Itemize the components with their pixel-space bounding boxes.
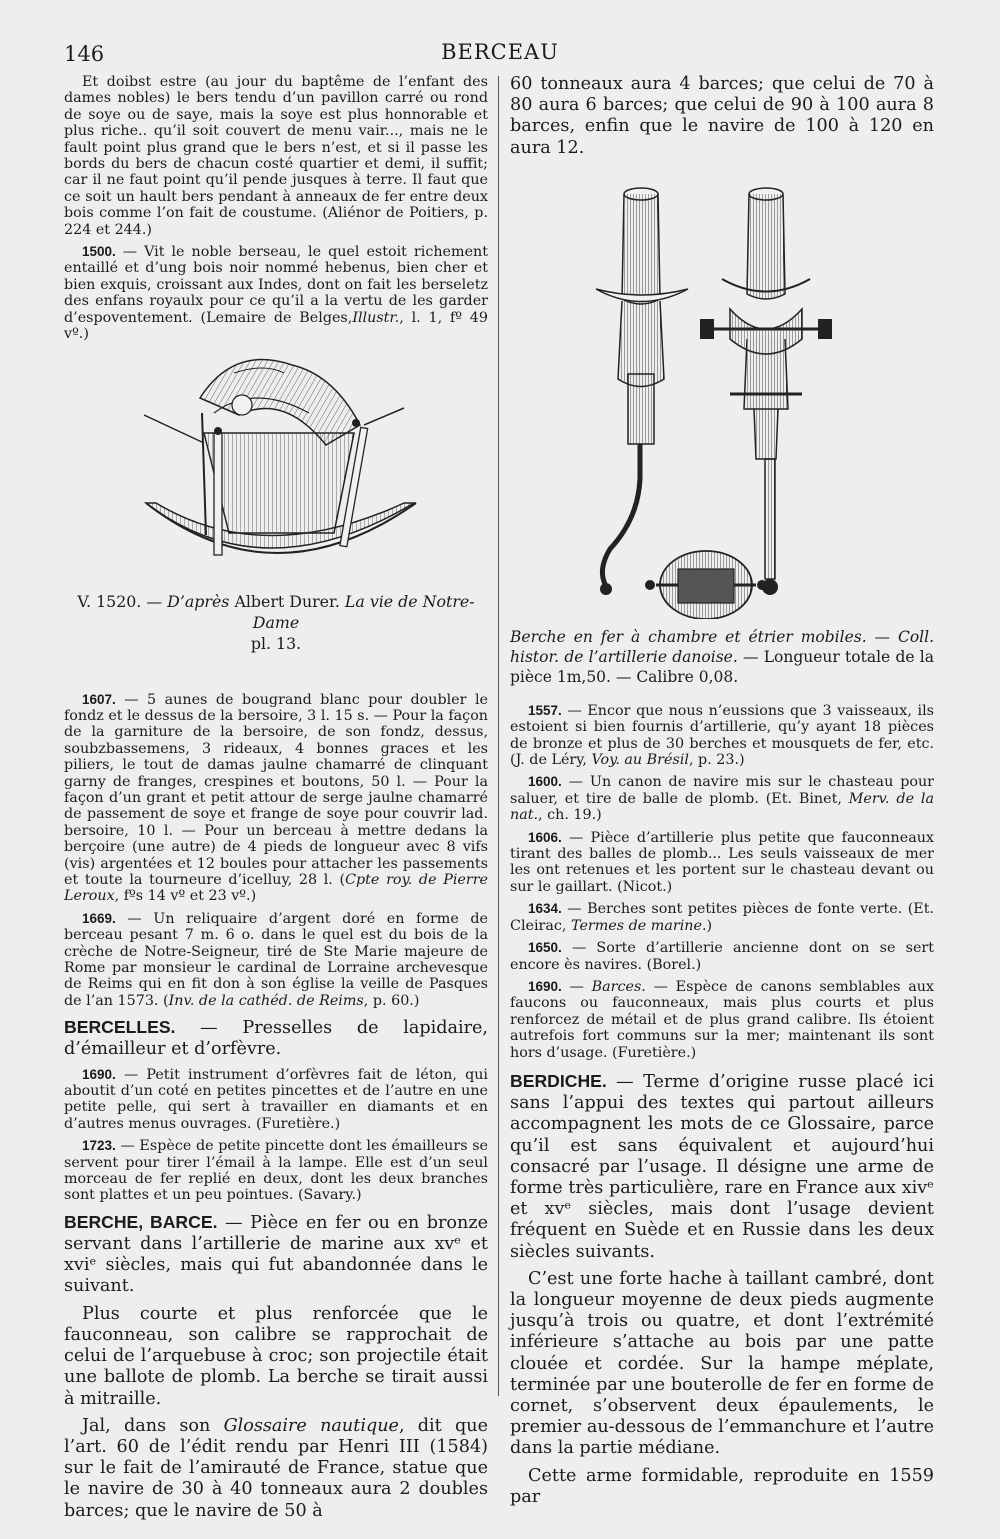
- entry-text: — Vit le noble berseau, le quel estoit richement entaillé et d’ung bois noir nommé hebenus, bien cher et bien exquis, croissant aux Indes, dont on fait les berseletz des enfans royaulx pour ce qu’il a la vertu de les garder d’espoventement. (Lemaire de Belges,: [64, 244, 488, 326]
- cradle-engraving: [64, 353, 488, 585]
- entry-1634: 1634. — Berches sont petites pièces de fonte verte. (Et. Cleirac, Termes de marine.): [510, 901, 935, 934]
- running-header: [0, 38, 1000, 68]
- entry-citation: Illustr.: [352, 309, 400, 326]
- running-title: BERCEAU: [441, 40, 559, 64]
- entry-1690-bercelles: 1690. — Petit instrument d’orfèvres fait de léton, qui aboutit d’un coté en petites pincettes et de l’autre en une petite pelle, qui sert à travailler en diamants et en d’autres menus ouvrages. (Furetière.): [64, 1066, 488, 1132]
- entry-1606: 1606. — Pièce d’artillerie plus petite que fauconneaux tirant des balles de plomb... Les seuls vaisseaux de mer les ont retenues et les portent sur le chasteau devant ou sur le gaillart. (Nicot.): [510, 829, 934, 895]
- entry-1723: 1723. — Espèce de petite pincette dont les émailleurs se servent pour tirer l’émail à la lampe. Elle est d’un seul morceau de fer replié en deux, dont les deux branches sont plattes et un peu pointues. (Savary.): [64, 1138, 489, 1204]
- left-column: [64, 74, 488, 1528]
- berche-continuation: 60 tonneaux aura 4 barces; que celui de 70 à 80 aura 6 barces; que celui de 90 à 100 aura 8 barces, enfin que le navire de 100 à 120 en aura 12.: [510, 74, 934, 158]
- berche-cannon-engraving: [510, 179, 934, 619]
- berdiche-paragraph-2: C’est une forte hache à taillant cambré, dont la longueur moyenne de deux pieds augmente jusqu’à trois ou quatre, et dont l’extrémité inférieure s’attache au bois par une patte clouée et cordée. Sur la hampe méplate, terminée par une bouterolle de fer en forme de cornet, s’observent deux épaulements, le premier au-dessous de l’emmanchure et l’autre dans la partie médiane.: [510, 1268, 934, 1459]
- entry-1669: 1669. — Un reliquaire d’argent doré en forme de berceau pesant 7 m. 6 o. dans le quel est du bois de la crèche de Notre-Seigneur, tiré de Ste Marie majeure de Rome par monsieur le cardinal de Lorraine archevesque de Reims qui en fit don à son église la veille de Pasques de l’an 1573. (Inv. de la cathéd. de Reims, p. 60.): [64, 910, 488, 1009]
- entry-year: 1607.: [82, 691, 116, 707]
- entry-year: 1669.: [82, 910, 116, 926]
- berche-paragraph-2: Plus courte et plus renforcée que le fauconneau, son calibre se rapprochait de celui de l’arquebuse à croc; son projectile était une ballote de plomb. La berche se tirait aussi à mitraille.: [64, 1303, 488, 1409]
- entry-year: 1500.: [82, 244, 116, 260]
- quote-alienor: Et doibst estre (au jour du baptême de l’enfant des dames nobles) le bers tendu d’un pavillon carré ou rond de soye ou de saye, mais la soye est plus honnorable et plus riche.. qu’il soit couvert de menu vair..., mais ne le fault point plus grand que le bers n’est, et si il passe les bords du bers de chacun costé quartier et demi, il suffit; car il ne faut point qu’il pende jusques à terre. Il faut que ce soit un hault bers pendant à anneaux de fer entre deux bois comme l’on fait de coustume. (Aliénor de Poitiers, p. 224 et 244.): [64, 74, 488, 238]
- page-number: 146: [64, 42, 105, 66]
- entry-1557: 1557. — Encor que nous n’eussions que 3 vaisseaux, ils estoient si bien fournis d’artillerie, qu’y ayant 18 pièces de bronze et plus de 30 berches et mousquets de fer, etc. (J. de Léry, Voy. au Brésil, p. 23.): [510, 702, 934, 769]
- berdiche-paragraph-3: Cette arme formidable, reproduite en 1559 par: [510, 1465, 934, 1507]
- headword-bercelles: BERCELLES. — Presselles de lapidaire, d’émailleur et d’orfèvre.: [64, 1017, 488, 1060]
- entry-text: , l. 1, fº 49 vº.): [64, 309, 488, 343]
- berche-paragraph-3: Jal, dans son Glossaire nautique, dit que l’art. 60 de l’édit rendu par Henri III (1584) sur le fait de l’amirauté de France, statue que le navire de 30 à 40 tonneaux aura 2 doubles barces; que le navire de 50 à: [64, 1415, 489, 1521]
- headword-berdiche: BERDICHE. — Terme d’origine russe placé ici sans l’appui des textes qui partout ailleurs accompagnent les mots de ce Glossaire, parce qu’il est sans équivalent et aujourd’hui consacré par l’usage. Il désigne une arme de forme très particulière, rare en France aux xivᵉ et xvᵉ siècles, mais dont l’usage devient fréquent en Suède et en Russie dans les deux siècles suivants.: [510, 1070, 934, 1262]
- entry-1690-barces: 1690. — Barces. — Espèce de canons semblables aux faucons ou fauconneaux, mais plus courts et plus renforcez de métail et de plus grand calibre. Ils étoient autrefois fort communs sur la mer; maintenant ils sont hors d’usage. (Furetière.): [510, 978, 934, 1061]
- figure-caption-berche: Berche en fer à chambre et étrier mobiles. — Coll. histor. de l’artillerie danoise. — Longueur totale de la pièce 1m,50. — Calibre 0,08.: [510, 627, 934, 686]
- entry-1607: 1607. — 5 aunes de bougrand blanc pour doubler le fondz et le dessus de la bersoire, 3 l. 15 s. — Pour la façon de la garniture de la bersoire, de son fondz, dessus, soubzbassemens, 3 rideaux, 4 bonnes graces et les piliers, le tout de damas jaulne chamarré de clinquant garny de franges, crespines et boutons, 50 l. — Pour la façon d’un grant et petit attour de serge jaulne chamarré de passement de soye et frange de soye pour couvrir lad. bersoire, 10 l. — Pour un berceau à mettre dedans la berçoire (une autre) de 4 pieds de longueur avec 8 vifs (vis) argentées et 12 boules pour attacher les passements et toute la tourneure d’icelluy, 28 l. (Cpte roy. de Pierre Leroux, fºs 14 vº et 23 vº.): [64, 691, 489, 905]
- column-rule: [498, 76, 499, 1396]
- right-column: [510, 74, 934, 1514]
- figure-caption-plate: pl. 13.: [250, 633, 302, 653]
- entry-1600: 1600. — Un canon de navire mis sur le chasteau pour saluer, et tire de balle de plomb. (Et. Binet, Merv. de la nat., ch. 19.): [510, 774, 935, 824]
- headword-berche: BERCHE, BARCE. — Pièce en fer ou en bronze servant dans l’artillerie de marine aux xvᵉ et xviᵉ siècles, mais qui fut abandonnée dans le suivant.: [64, 1211, 489, 1297]
- entry-1500: [64, 244, 488, 342]
- entry-1650: 1650. — Sorte d’artillerie ancienne dont on se sert encore ès navires. (Borel.): [510, 940, 935, 973]
- figure-caption-cradle: V. 1520. — D’après Albert Durer. La vie de Notre-Dame: [77, 591, 475, 632]
